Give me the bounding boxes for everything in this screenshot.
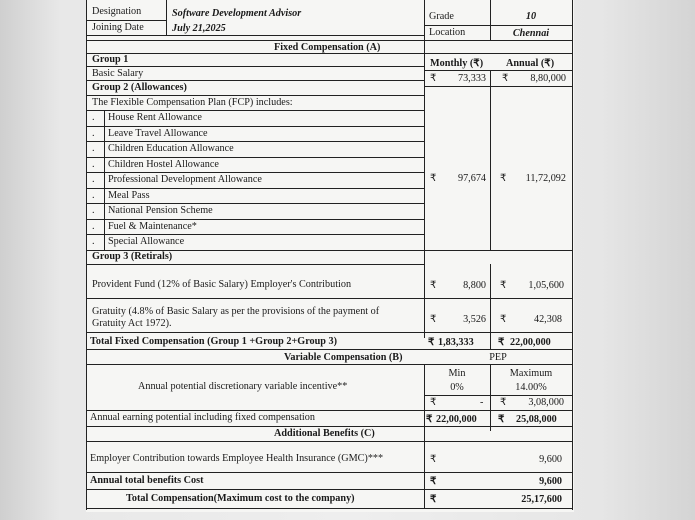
divider [86,410,572,411]
divider [86,95,424,96]
variable-compensation-heading: Variable Compensation (B) [284,352,403,363]
divider [86,364,572,365]
divider [424,0,425,40]
monthly-header: Monthly (₹) [430,58,484,69]
rupee-icon: ₹ [430,280,437,291]
divider [86,489,572,490]
divider [86,508,572,509]
location-label: Location [429,27,466,38]
rupee-icon: ₹ [426,414,433,425]
total-fixed-monthly: 1,83,333 [438,337,474,348]
basic-salary-label: Basic Salary [92,68,144,79]
grade-label: Grade [429,11,454,22]
additional-benefits-heading: Additional Benefits (C) [274,428,375,439]
divider [86,298,572,299]
pf-monthly: 8,800 [463,280,486,291]
total-benefits-label: Annual total benefits Cost [90,475,204,486]
bullet-icon: . [92,189,95,201]
compensation-document [86,0,574,512]
pep-label: PEP [489,352,507,363]
fixed-compensation-heading: Fixed Compensation (A) [274,42,381,53]
max-label: Maximum [509,368,553,379]
total-fixed-label: Total Fixed Compensation (Group 1 +Group 2+Group 3) [90,336,338,347]
group2-label: Group 2 (Allowances) [92,82,187,93]
divider [86,141,424,142]
rupee-icon: ₹ [502,73,509,84]
allowance-item: Special Allowance [108,236,185,247]
divider [86,157,424,158]
gmc-annual: 9,600 [539,454,562,465]
designation-label: Designation [92,6,142,17]
gratuity-label-line2: Gratuity Act 1972). [92,318,172,329]
bullet-icon: . [92,205,95,216]
pf-label: Provident Fund (12% of Basic Salary) Employer's Contribution [92,279,352,290]
allowance-item: Professional Development Allowance [108,174,262,185]
bullet-icon: . [92,158,95,170]
pf-annual: 1,05,600 [528,280,564,291]
max-percent: 14.00% [515,382,547,393]
divider [104,110,105,250]
divider [86,234,424,235]
min-percent: 0% [450,382,464,393]
allowance-item: Leave Travel Allowance [108,127,208,139]
allowances-monthly: 97,674 [457,173,486,184]
rupee-icon: ₹ [430,173,437,184]
rupee-icon: ₹ [498,337,505,348]
rupee-icon: ₹ [430,397,437,408]
divider [490,332,491,350]
designation-value: Software Development Advisor [172,8,302,19]
divider [86,172,424,173]
rupee-icon: ₹ [430,73,437,84]
joining-date-label: Joining Date [92,22,144,33]
rupee-icon: ₹ [500,173,507,184]
divider [490,298,491,332]
divider [86,80,424,81]
total-fixed-annual: 22,00,000 [510,337,551,348]
rupee-icon: ₹ [430,454,437,465]
divider [86,20,166,21]
bullet-icon: . [92,174,95,185]
allowance-item: House Rent Allowance [108,112,202,123]
divider [86,40,572,41]
rupee-icon: ₹ [500,397,507,408]
rupee-icon: ₹ [430,314,437,325]
group3-label: Group 3 (Retirals) [92,251,173,262]
divider [86,188,424,189]
divider [166,0,167,35]
divider [86,332,572,333]
rupee-icon: ₹ [430,476,437,487]
allowances-annual: 11,72,092 [525,173,566,184]
total-benefits-annual: 9,600 [539,476,562,487]
divider [86,472,572,473]
basic-monthly: 73,333 [457,73,486,84]
divider [490,86,491,250]
divider [86,426,572,427]
gratuity-label-line1: Gratuity (4.8% of Basic Salary as per the provisions of the payment of [92,306,380,317]
rupee-icon: ₹ [500,280,507,291]
divider [86,35,424,36]
divider [424,25,572,26]
rupee-icon: ₹ [430,494,437,505]
incentive-label: Annual potential discretionary variable incentive** [138,381,348,392]
rupee-icon: ₹ [498,414,505,425]
divider [424,395,572,396]
allowance-item: Meal Pass [108,189,150,201]
joining-date-value: July 21,2025 [172,23,226,34]
annual-earning-label: Annual earning potential including fixed compensation [90,412,315,423]
divider [424,40,425,338]
divider [490,70,491,86]
max-amount: 3,08,000 [528,397,564,408]
group1-label: Group 1 [92,54,129,65]
min-label: Min [448,368,466,379]
divider [86,264,424,265]
divider [424,70,572,71]
location-value: Chennai [512,28,550,39]
bullet-icon: . [92,220,95,232]
bullet-icon: . [92,143,95,154]
divider [86,66,424,67]
divider [424,86,572,87]
allowance-item: National Pension Scheme [108,205,213,216]
table-border-left [86,0,87,510]
bullet-icon: . [92,112,95,123]
divider [490,264,491,298]
rupee-icon: ₹ [428,337,435,348]
basic-annual: 8,80,000 [530,73,566,84]
min-amount: - [480,397,484,408]
divider [86,126,424,127]
divider [86,219,424,220]
divider [86,441,572,442]
annual-header: Annual (₹) [506,58,555,69]
bullet-icon: . [92,236,95,247]
gratuity-annual: 42,308 [533,314,562,325]
allowance-item: Fuel & Maintenance* [108,220,197,232]
divider [490,0,491,40]
grade-value: 10 [525,11,537,22]
bullet-icon: . [92,127,95,139]
divider [86,349,572,350]
earning-min: 22,00,000 [436,414,477,425]
divider [86,53,572,54]
gmc-label: Employer Contribution towards Employee Health Insurance (GMC)*** [90,453,384,464]
table-border-right [572,0,573,510]
allowance-item: Children Hostel Allowance [108,158,219,170]
rupee-icon: ₹ [500,314,507,325]
earning-max: 25,08,000 [516,414,557,425]
allowance-item: Children Education Allowance [108,143,234,154]
total-compensation-annual: 25,17,600 [521,494,562,505]
fcp-intro: The Flexible Compensation Plan (FCP) includes: [92,97,293,108]
divider [86,203,424,204]
gratuity-monthly: 3,526 [463,314,486,325]
divider [86,110,424,111]
total-compensation-label: Total Compensation(Maximum cost to the company) [126,493,355,504]
